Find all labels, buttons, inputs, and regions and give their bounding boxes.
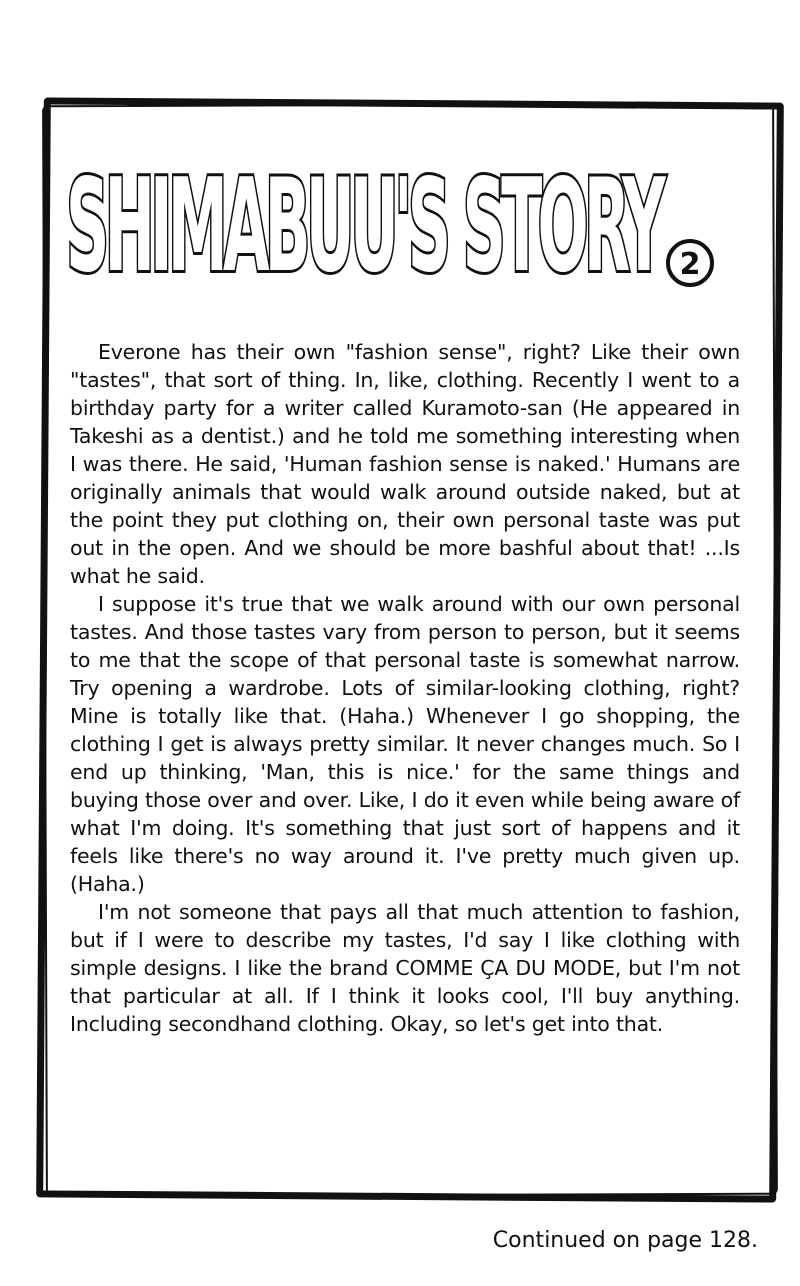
story-body <box>70 338 740 1038</box>
story-paragraph-3: I'm not someone that pays all that much attention to fashion, but if I were to describe my tastes, I'd say I like clothing with simple designs. I like the brand COMME ÇA DU MODE, but I'm not that particular at all. If I think it looks cool, I'll buy anything. Including secondhand clothing. Okay, so let's get into that. <box>70 900 740 1036</box>
chapter-number: 2 <box>679 247 701 282</box>
continued-note: Continued on page 128. <box>492 1228 758 1253</box>
story-title <box>62 130 742 300</box>
story-paragraph-1: Everone has their own "fashion sense", right? Like their own "tastes", that sort of thing. In, like, clothing. Recently I went to a birthday party for a writer called Kuramoto-san (He appeared in Takeshi as a dentist.) and he told me something interesting when I was there. He said, 'Human fashion sense is naked.' Humans are originally animals that would walk around outside naked, but at the point they put clothing on, their own personal taste was put out in the open. And we should be more bashful about that! ...Is what he said. <box>70 340 740 588</box>
story-paragraph-2: I suppose it's true that we walk around with our own personal tastes. And those tastes vary from person to person, but it seems to me that the scope of that personal taste is somewhat narrow. Try opening a wardrobe. Lots of similar-looking clothing, right? Mine is totally like that. (Haha.) Whenever I go shopping, the clothing I get is always pretty similar. It never changes much. So I end up thinking, 'Man, this is nice.' for the same things and buying those over and over. Like, I do it even while being aware of what I'm doing. It's something that just sort of happens and it feels like there's no way around it. I've pretty much given up. (Haha.) <box>70 592 740 896</box>
title-text: SHIMABUU'S STORY <box>66 152 667 300</box>
title-lettering <box>62 130 742 300</box>
